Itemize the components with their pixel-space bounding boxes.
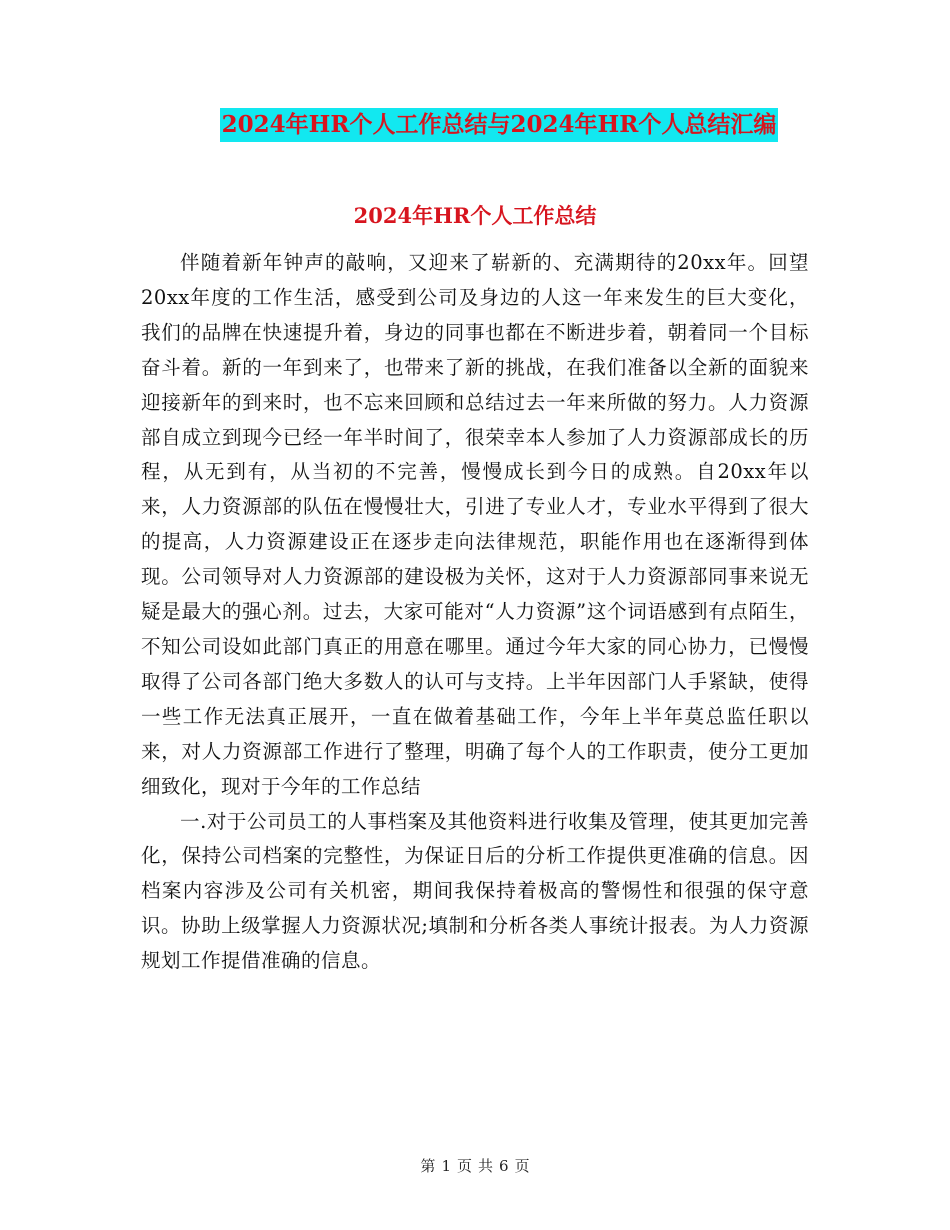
section-title: 2024年HR个人工作总结 <box>353 203 597 228</box>
footer-suffix: 页 <box>514 1157 530 1175</box>
document-title-container <box>0 108 950 142</box>
page-footer <box>0 1155 950 1177</box>
paragraph-item-1: 一.对于公司员工的人事档案及其他资料进行收集及管理，使其更加完善化，保持公司档案的完整性，为保证日后的分析工作提供更准确的信息。因档案内容涉及公司有关机密，期间我保持着极高的警惕性和很强的保守意识。协助上级掌握人力资源状况;填制和分析各类人事统计报表。为人力资源规划工作提借准确的信息。 <box>141 809 809 973</box>
footer-page-word: 页 <box>456 1157 472 1175</box>
paragraph-intro: 伴随着新年钟声的敲响，又迎来了崭新的、充满期待的20xx年。回望20xx年度的工作生活，感受到公司及身边的人这一年来发生的巨大变化，我们的品牌在快速提升着，身边的同事也都在不断进步着，朝着同一个目标奋斗着。新的一年到来了，也带来了新的挑战，在我们准备以全新的面貌来迎接新年的到来时，也不忘来回顾和总结过去一年来所做的努力。人力资源部自成立到现今已经一年半时间了，很荣幸本人参加了人力资源部成长的历程，从无到有，从当初的不完善，慢慢成长到今日的成熟。自20xx年以来，人力资源部的队伍在慢慢壮大，引进了专业人才，专业水平得到了很大的提高，人力资源建设正在逐步走向法律规范，职能作用也在逐渐得到体现。公司领导对人力资源部的建设极为关怀，这对于人力资源部同事来说无疑是最大的强心剂。过去，大家可能对“人力资源”这个词语感到有点陌生，不知公司设如此部门真正的用意在哪里。通过今年大家的同心协力，已慢慢取得了公司各部门绝大多数人的认可与支持。上半年因部门人手紧缺，使得一些工作无法真正展开，一直在做着基础工作，今年上半年莫总监任职以来，对人力资源部工作进行了整理，明确了每个人的工作职责，使分工更加细致化，现对于今年的工作总结 <box>141 251 809 798</box>
document-body <box>141 246 809 979</box>
footer-total-pages: 6 <box>499 1157 509 1175</box>
footer-total-word: 共 <box>478 1157 494 1175</box>
footer-prefix: 第 <box>420 1157 436 1175</box>
document-title: 2024年HR个人工作总结与2024年HR个人总结汇编 <box>220 108 779 142</box>
footer-current-page: 1 <box>441 1157 451 1175</box>
